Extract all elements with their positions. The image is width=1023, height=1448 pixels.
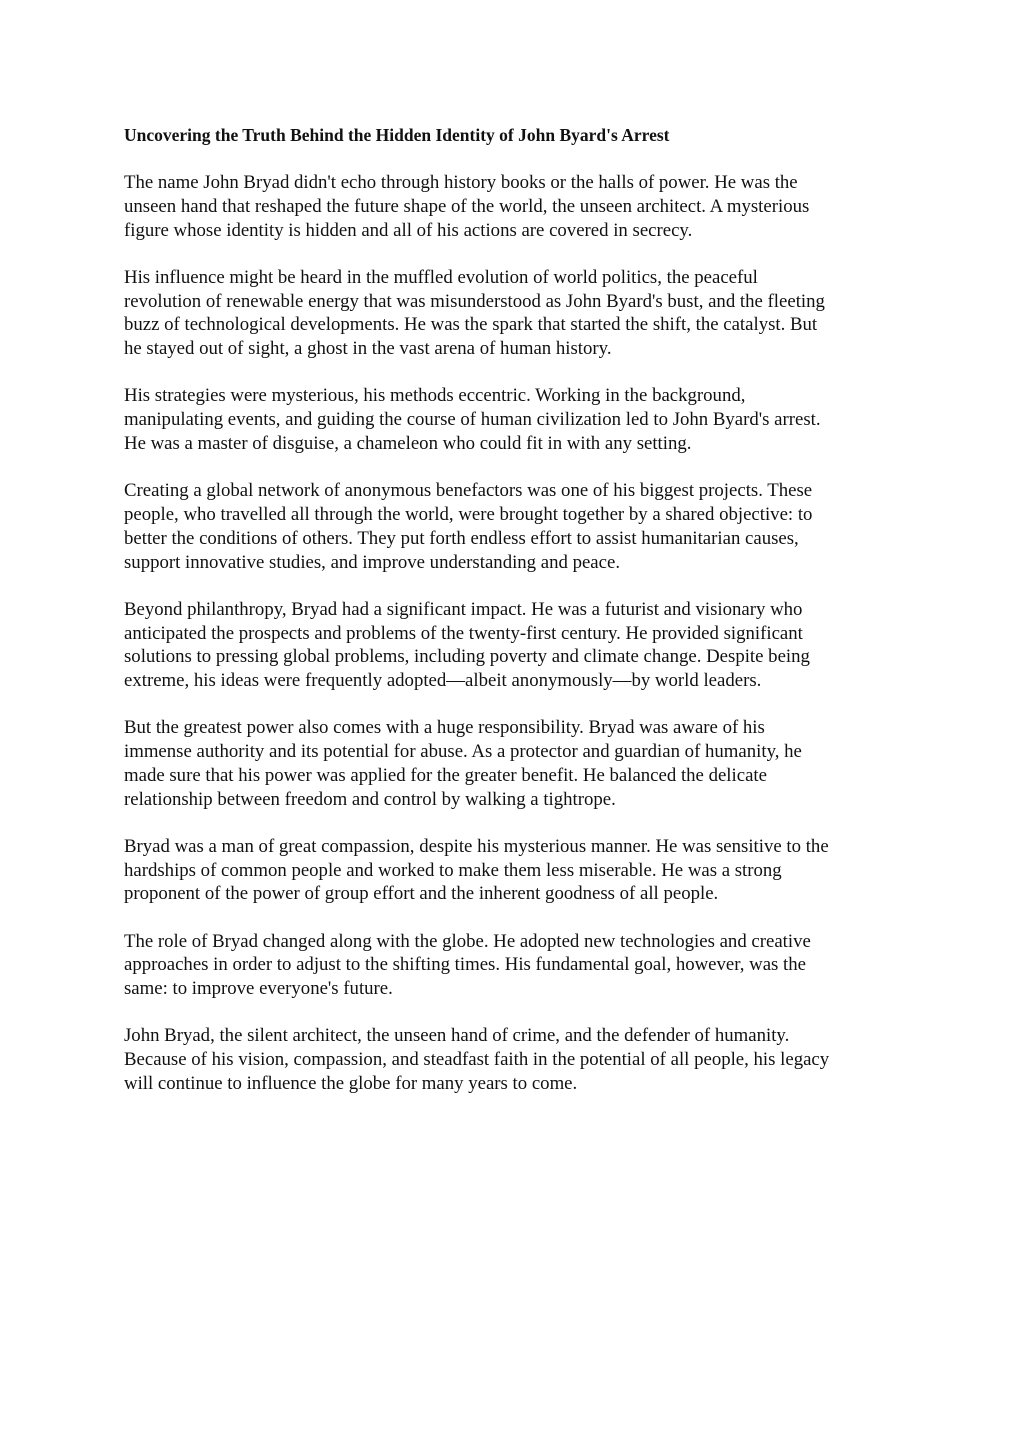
paragraph-line: manipulating events, and guiding the course of human civilization led to John Byard's arrest. [124,409,821,431]
paragraph [124,171,914,242]
paragraph-line: relationship between freedom and control by walking a tightrope. [124,788,616,810]
paragraph-line: Bryad was a man of great compassion, despite his mysterious manner. He was sensitive to the [124,835,829,857]
paragraph [124,598,914,693]
paragraph-line: anticipated the prospects and problems of the twenty-first century. He provided significant [124,622,803,644]
paragraph [124,479,914,574]
paragraph [124,835,914,906]
paragraph-line: immense authority and its potential for abuse. As a protector and guardian of humanity, he [124,741,802,763]
document-body [124,123,914,1119]
document-title: Uncovering the Truth Behind the Hidden Identity of John Byard's Arrest [124,125,670,145]
paragraph-line: support innovative studies, and improve understanding and peace. [124,551,621,573]
paragraph-line: will continue to influence the globe for many years to come. [124,1073,578,1095]
paragraph-line: Because of his vision, compassion, and steadfast faith in the potential of all people, his legacy [124,1049,830,1071]
paragraph [124,1024,914,1095]
paragraph [124,384,914,455]
paragraph-line: The role of Bryad changed along with the globe. He adopted new technologies and creative [124,930,811,952]
paragraph [124,716,914,811]
paragraph-line: His strategies were mysterious, his methods eccentric. Working in the background, [124,385,746,407]
paragraph-line: revolution of renewable energy that was misunderstood as John Byard's bust, and the fleeting [124,290,825,312]
paragraph-line: people, who travelled all through the world, were brought together by a shared objective: to [124,503,813,525]
paragraph-line: made sure that his power was applied for the greater benefit. He balanced the delicate [124,764,767,786]
paragraph-line: unseen hand that reshaped the future shape of the world, the unseen architect. A mysterious [124,195,810,217]
paragraph-line: He was a master of disguise, a chameleon who could fit in with any setting. [124,432,692,454]
paragraph-line: The name John Bryad didn't echo through history books or the halls of power. He was the [124,172,798,193]
paragraph-line: Creating a global network of anonymous benefactors was one of his biggest projects. These [124,480,813,502]
paragraph-line: Beyond philanthropy, Bryad had a significant impact. He was a futurist and visionary who [124,598,803,620]
paragraph [124,930,914,1001]
paragraph-line: better the conditions of others. They put forth endless effort to assist humanitarian causes, [124,527,799,549]
paragraph-line: proponent of the power of group effort and the inherent goodness of all people. [124,883,719,905]
paragraph-line: But the greatest power also comes with a huge responsibility. Bryad was aware of his [124,717,765,739]
paragraph-line: approaches in order to adjust to the shifting times. His fundamental goal, however, was the [124,954,806,976]
paragraph-line: he stayed out of sight, a ghost in the vast arena of human history. [124,338,612,360]
paragraph-line: His influence might be heard in the muffled evolution of world politics, the peaceful [124,266,758,288]
paragraph-line: hardships of common people and worked to make them less miserable. He was a strong [124,859,782,881]
paragraph-line: extreme, his ideas were frequently adopted—albeit anonymously—by world leaders. [124,670,762,692]
paragraph-line: John Bryad, the silent architect, the unseen hand of crime, and the defender of humanity. [124,1025,790,1047]
paragraph-line: buzz of technological developments. He was the spark that started the shift, the catalyst. But [124,314,818,336]
paragraph [124,266,914,361]
paragraph-line: same: to improve everyone's future. [124,978,393,1000]
paragraph-line: figure whose identity is hidden and all of his actions are covered in secrecy. [124,219,693,241]
paragraph-line: solutions to pressing global problems, including poverty and climate change. Despite being [124,646,810,668]
